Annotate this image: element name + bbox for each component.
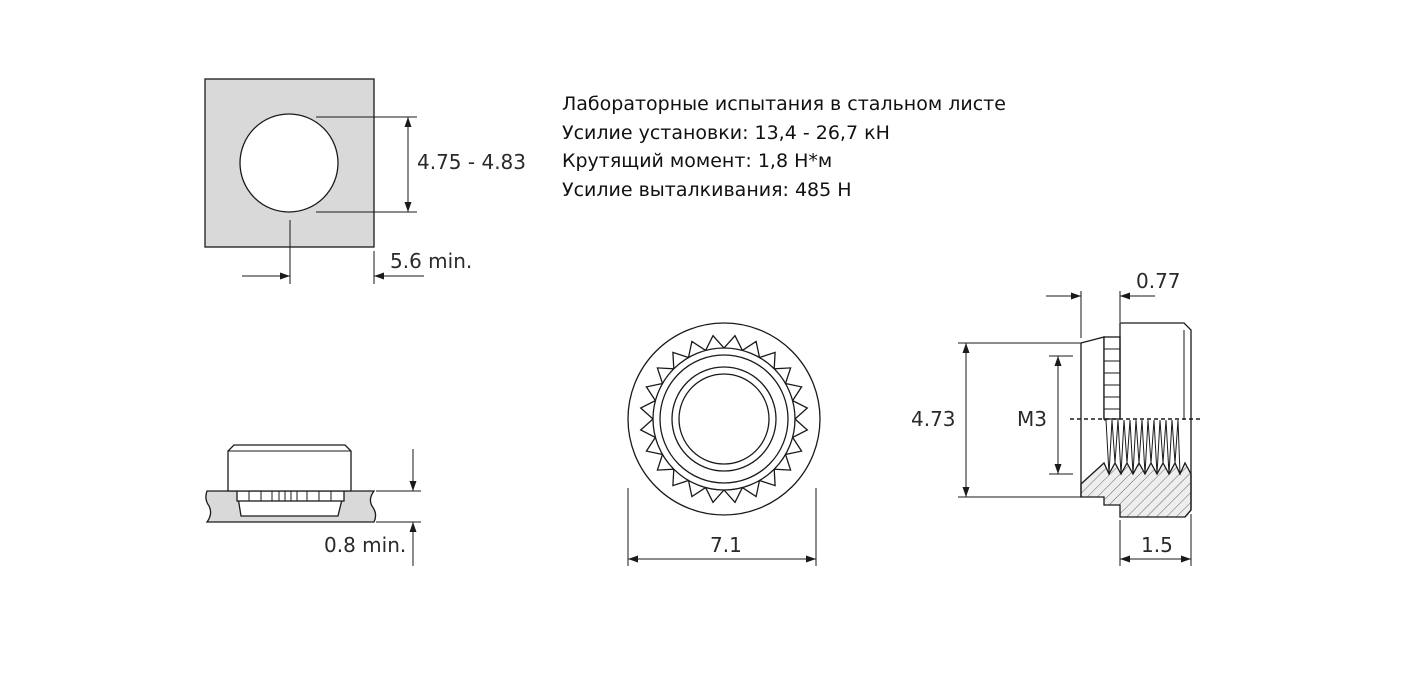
thread-label: M3 xyxy=(1017,407,1047,431)
nut-head xyxy=(228,445,351,491)
mounting-hole xyxy=(240,114,338,212)
head-outer xyxy=(653,348,795,490)
edge-distance-label: 5.6 min. xyxy=(390,249,473,273)
head-width-label: 1.5 xyxy=(1141,533,1173,557)
outer-diameter-label: 7.1 xyxy=(710,533,742,557)
hole-diameter-label: 4.75 - 4.83 xyxy=(417,150,526,174)
test-specs xyxy=(562,90,1006,205)
shank-height-label: 4.73 xyxy=(911,407,956,431)
head-offset-label: 0.77 xyxy=(1136,269,1181,293)
top-view xyxy=(628,323,820,566)
pushout-force: Усилие выталкивания: 485 Н xyxy=(562,179,852,202)
hatched-section xyxy=(1081,463,1191,517)
installation-force: Усилие установки: 13,4 - 26,7 кН xyxy=(562,121,890,144)
section-view xyxy=(958,291,1200,566)
torque: Крутящий момент: 1,8 Н*м xyxy=(562,150,833,173)
sheet-thickness-label: 0.8 min. xyxy=(324,533,407,557)
specs-heading: Лабораторные испытания в стальном листе xyxy=(562,93,1006,115)
